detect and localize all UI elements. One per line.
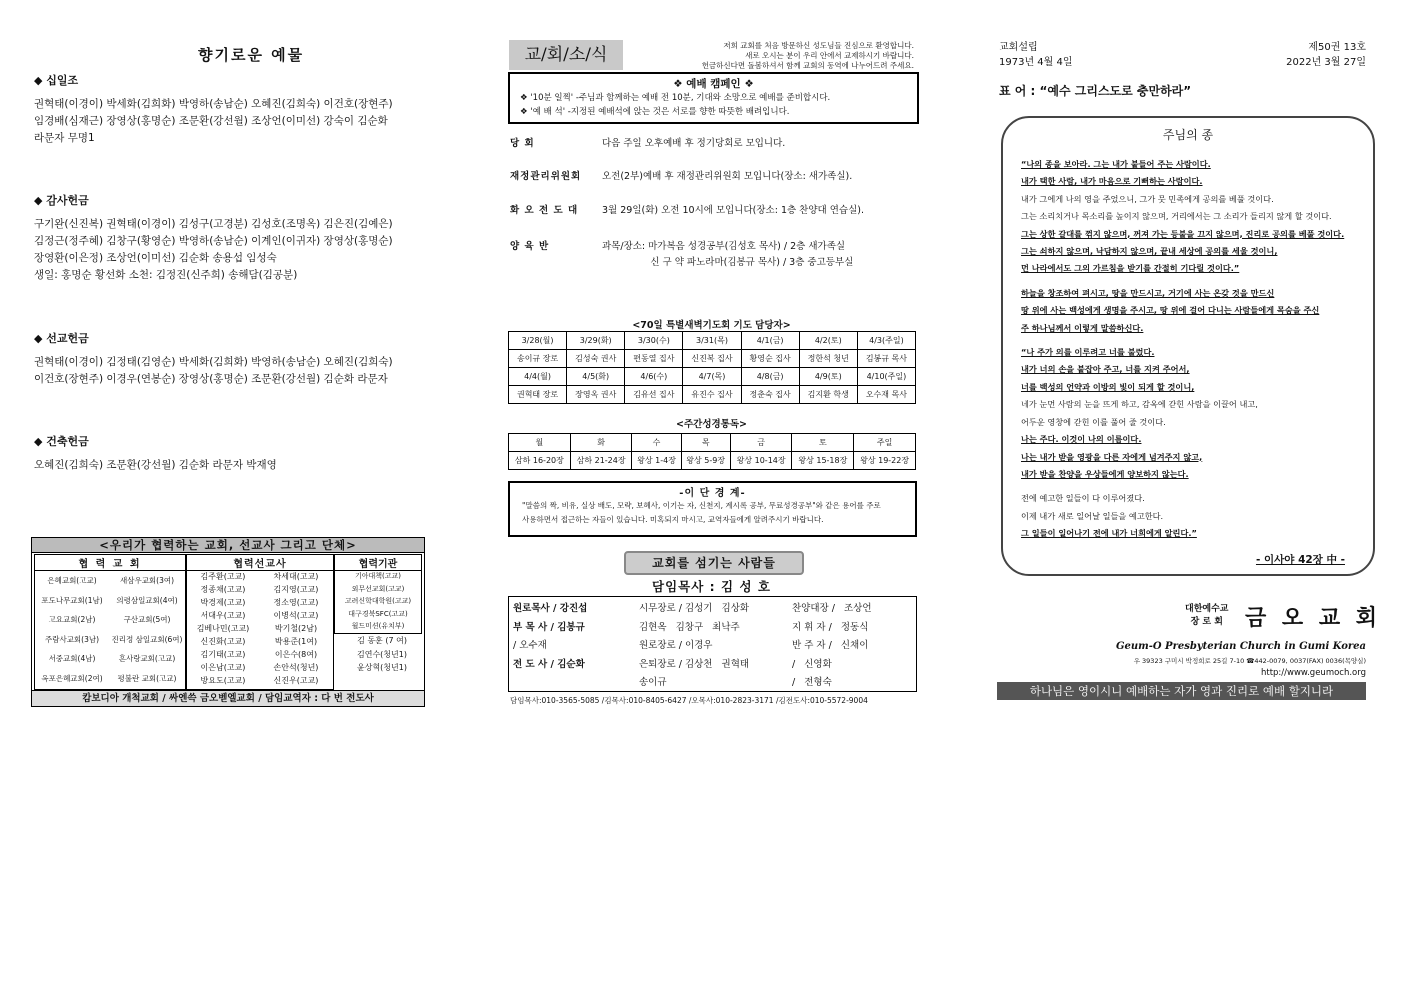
prayer-cell: 김성숙 권사 bbox=[567, 350, 625, 368]
prayer-cell: 4/3(주일) bbox=[857, 332, 915, 350]
bible-cell: 월 bbox=[509, 434, 571, 452]
staff-entry: 찬양대장 / 조상언 bbox=[792, 603, 872, 614]
bible-cell: 왕상 19-22장 bbox=[854, 452, 916, 470]
prayer-cell: 김지환 학생 bbox=[799, 386, 857, 404]
staff-entry: / 전형숙 bbox=[792, 677, 832, 688]
name-line: 구기완(신진복) 권혁태(이경이) 김성구(고경분) 김성호(조명옥) 김은진(김예은) bbox=[34, 218, 393, 230]
staff-box bbox=[508, 596, 917, 692]
partner-item: 대구경북SFC(고교) bbox=[348, 609, 408, 618]
name-line: 생일: 홍명순 황선화 소천: 김정진(신주희) 송해담(김공분) bbox=[34, 269, 298, 281]
poem-reference: - 이사야 42장 中 - bbox=[1255, 554, 1345, 566]
partner-item: 박경제(고교) bbox=[200, 598, 246, 607]
notice-line: 저희 교회를 처음 방문하신 성도님들 진심으로 환영합니다. bbox=[723, 41, 914, 50]
name-line: 임경배(심재근) 장영상(홍명순) 조문환(강선월) 조상언(이미선) 강숙이 김순화 bbox=[34, 115, 388, 127]
col-title: 협력선교사 bbox=[187, 555, 333, 571]
staff-entry: 김현옥 김창구 최낙주 bbox=[639, 621, 740, 633]
staff-entry: 은퇴장로 / 김상천 권혁태 bbox=[639, 658, 750, 670]
bible-cell: 수 bbox=[632, 434, 681, 452]
poem-line: 내가 받을 찬양을 우상들에게 양보하지 않는다. bbox=[1021, 468, 1189, 479]
poem-line: 나는 내가 받을 영광을 다른 자에게 넘겨주지 않고, bbox=[1021, 451, 1203, 462]
staff-entry: 원로목사 / 강진섭 bbox=[513, 603, 588, 614]
poem-line: 땅 위에 사는 백성에게 생명을 주시고, 땅 위에 걸어 다니는 사람들에게 목숨을 주신 bbox=[1021, 305, 1320, 316]
partner-item: 주람사교회(3남) bbox=[44, 634, 100, 644]
partner-item: 외무선교회(고교) bbox=[351, 584, 405, 593]
bible-cell: 토 bbox=[792, 434, 854, 452]
partner-item: 은혜교회(고교) bbox=[47, 576, 97, 585]
poem-line: 그는 상한 갈대를 꺾지 않으며, 꺼져 가는 등불을 끄지 않으며, 진리로 공의를 베풀 것이다. bbox=[1021, 228, 1345, 239]
offering-title: 향기로운 예물 bbox=[198, 46, 305, 64]
announcement-label: 화 오 전 도 대 bbox=[510, 205, 579, 216]
heresy-title: -이 단 경 계- bbox=[679, 488, 746, 499]
announcement-text: 다음 주일 오후예배 후 정기당회로 모입니다. bbox=[602, 138, 786, 149]
section-heading: ◆ 선교헌금 bbox=[34, 332, 89, 345]
prayer-cell: 4/6(수) bbox=[625, 368, 683, 386]
issue-date: 2022년 3월 27일 bbox=[1286, 57, 1366, 68]
campaign-title: ❖ 예배 캠페인 ❖ bbox=[673, 78, 754, 90]
prayer-row bbox=[509, 332, 916, 350]
offering-section-building bbox=[34, 433, 277, 474]
offering-section-mission bbox=[34, 330, 393, 388]
poem-line: 전에 예고한 일들이 다 이루어졌다. bbox=[1021, 493, 1145, 504]
prayer-cell: 4/2(토) bbox=[799, 332, 857, 350]
bible-table bbox=[508, 433, 916, 470]
partner-item: 김기태(고교) bbox=[200, 650, 246, 659]
partner-item: 김주환(고교) bbox=[200, 572, 246, 581]
poem-line: 이제 내가 새로 일어날 일들을 예고한다. bbox=[1021, 510, 1164, 521]
partner-item: 김베나민(고교) bbox=[196, 624, 250, 633]
partner-item: 의령삼일교회(4여) bbox=[116, 595, 178, 605]
bible-cell: 왕상 10-14장 bbox=[730, 452, 792, 470]
section-heading: ◆ 건축헌금 bbox=[34, 435, 89, 448]
heresy-line: 사용하면서 접근하는 자들이 있습니다. 미혹되지 마시고, 교역자들에게 알려주시기 바랍니다. bbox=[522, 515, 824, 524]
name-line: 장영환(이은정) 조상언(이미선) 김순화 송용섭 임성숙 bbox=[34, 252, 277, 264]
staff-entry: / 신영화 bbox=[792, 658, 832, 670]
church-english-name: Geum-O Presbyterian Church in Gumi Korea bbox=[1115, 641, 1366, 652]
prayer-cell: 3/29(화) bbox=[567, 332, 625, 350]
partner-item: 평불란 교회(고교) bbox=[117, 673, 177, 683]
announcement-text: 과목/장소: 마가복음 성경공부(김성호 목사) / 2층 새가족실 bbox=[602, 241, 846, 252]
name-line: 권혁태(이경이) 박세화(김희화) 박영하(송남순) 오혜진(김희숙) 이건호(장현주) bbox=[34, 98, 393, 110]
partner-agencies bbox=[334, 554, 422, 634]
name-line: 이건호(장현주) 이경우(연봉순) 장영상(홍명순) 조문환(강선월) 김순화 라문자 bbox=[34, 373, 388, 385]
name-line: 오혜진(김희숙) 조문환(강선월) 김순화 라문자 박재영 bbox=[34, 459, 277, 471]
prayer-cell: 편동열 집사 bbox=[625, 350, 683, 368]
prayer-cell: 김봉규 목사 bbox=[857, 350, 915, 368]
campaign-line: ❖ '예 배 석' -지정된 예배석에 앉는 것은 서로를 향한 따뜻한 배려입니다. bbox=[520, 107, 790, 117]
bible-cell: 왕상 1-4장 bbox=[632, 452, 681, 470]
prayer-cell: 송이규 장로 bbox=[509, 350, 567, 368]
denomination-line: 대한예수교 bbox=[1185, 604, 1229, 614]
contact-line: 담임목사:010-3565-5085 /김목사:010-8405-6427 /오목사:010-2823-3171 /김전도사:010-5572-9004 bbox=[510, 696, 868, 705]
staff-entry: 반 주 자 / 신채이 bbox=[792, 640, 869, 651]
welcome-notice bbox=[628, 41, 914, 71]
poem-line bbox=[1021, 337, 1366, 344]
prayer-cell: 4/10(주일) bbox=[857, 368, 915, 386]
announcement-label: 당 회 bbox=[510, 138, 535, 149]
partners-title: <우리가 협력하는 교회, 선교사 그리고 단체> bbox=[32, 538, 424, 553]
staff-title: 교회를 섬기는 사람들 bbox=[624, 551, 804, 575]
prayer-cell: 신진복 집사 bbox=[683, 350, 741, 368]
worship-campaign-box bbox=[508, 72, 919, 124]
bible-row bbox=[509, 452, 916, 470]
verse-banner: 하나님은 영이시니 예배하는 자가 영과 진리로 예배 할지니라 bbox=[997, 682, 1366, 700]
bible-cell: 왕상 5-9장 bbox=[681, 452, 730, 470]
prayer-cell: 3/28(월) bbox=[509, 332, 567, 350]
prayer-cell: 정춘숙 집사 bbox=[741, 386, 799, 404]
col-title: 협력기관 bbox=[335, 555, 421, 571]
church-website[interactable]: http://www.geumoch.org bbox=[1260, 668, 1366, 678]
offering-section-tithe bbox=[34, 72, 393, 147]
staff-entry: 원로장로 / 이경우 bbox=[639, 640, 713, 651]
prayer-row bbox=[509, 350, 916, 368]
partner-item: 구산교회(5여) bbox=[123, 615, 171, 624]
poem-line: 주 하나님께서 이렇게 말씀하신다. bbox=[1021, 322, 1144, 333]
bible-title: <주간성경통독> bbox=[676, 419, 747, 430]
col-title: 협 력 교 회 bbox=[35, 555, 185, 571]
prayer-cell: 3/30(수) bbox=[625, 332, 683, 350]
poem-line: 너를 백성의 언약과 이방의 빛이 되게 할 것이니, bbox=[1021, 381, 1195, 392]
founded-date: 1973년 4월 4일 bbox=[999, 57, 1073, 68]
partner-item: 박용준(1여) bbox=[274, 637, 318, 646]
issue-number: 제50권 13호 bbox=[1308, 42, 1366, 53]
partner-item: 윤상혁(청년1) bbox=[357, 663, 407, 672]
prayer-cell: 오수재 목사 bbox=[857, 386, 915, 404]
partner-item: 서중교회(4남) bbox=[48, 654, 96, 663]
denomination bbox=[1185, 603, 1228, 629]
bible-cell: 왕상 15-18장 bbox=[792, 452, 854, 470]
partner-item: 이병석(고교) bbox=[273, 611, 319, 620]
announcement-label: 재정관리위원회 bbox=[510, 171, 582, 182]
partners-box bbox=[31, 537, 425, 707]
church-address: 우 39323 구미시 박정희로 25길 7-10 ☎442-0079, 0037(FAX) 0036(목양실) bbox=[1133, 657, 1366, 665]
bible-cell: 삼하 16-20장 bbox=[509, 452, 571, 470]
notice-line: 헌금하신다면 돌봄하셔서 함께 교회의 동역에 나누어드려 주세요. bbox=[701, 61, 914, 70]
partner-item: 흔사랑교회(고교) bbox=[118, 654, 176, 663]
poem-line: 어두운 영창에 갇힌 이를 풀어 줄 것이다. bbox=[1021, 416, 1166, 427]
issue-info bbox=[1230, 40, 1366, 70]
partner-item: 기아대책(고교) bbox=[354, 572, 402, 580]
prayer-cell: 정한석 청년 bbox=[799, 350, 857, 368]
announcement-label: 양 육 반 bbox=[510, 241, 550, 252]
partner-churches bbox=[34, 554, 186, 690]
prayer-cell: 4/8(금) bbox=[741, 368, 799, 386]
poem-line: 내가 너의 손을 붙잡아 주고, 너를 지켜 주어서, bbox=[1021, 364, 1190, 375]
bible-cell: 금 bbox=[730, 434, 792, 452]
partner-item: 정소영(고교) bbox=[273, 598, 319, 607]
poem-box bbox=[1001, 116, 1375, 576]
staff-entry: 부 목 사 / 김봉규 bbox=[513, 621, 585, 633]
partner-item: 신진우(고교) bbox=[273, 676, 319, 685]
poem-line: 내가 택한 사람, 내가 마음으로 기뻐하는 사람이다. bbox=[1021, 176, 1203, 187]
poem-line: “나 주가 의를 이루려고 너를 불렀다. bbox=[1021, 347, 1155, 358]
partner-item: 고려신학대학원(고교) bbox=[344, 597, 412, 605]
notice-line: 새로 오시는 분이 우리 안에서 교제하시기 바랍니다. bbox=[745, 51, 914, 60]
poem-line: 그는 소리치거나 목소리를 높이지 않으며, 거리에서는 그 소리가 들리지 않게 할 것이다. bbox=[1021, 211, 1332, 222]
partner-item: 차세대(고교) bbox=[273, 572, 319, 581]
partners-footer: 캄보디아 개척교회 / 싸엔쓱 금오벧엘교회 / 담임교역자 : 다 번 전도사 bbox=[32, 690, 424, 706]
poem-line: 네가 눈먼 사람의 눈을 뜨게 하고, 감옥에 갇힌 사람을 이끌어 내고, bbox=[1021, 399, 1258, 410]
poem-line: 그는 쇠하지 않으며, 낙담하지 않으며, 끝내 세상에 공의를 세울 것이니, bbox=[1021, 246, 1278, 257]
campaign-line: ❖ '10분 일찍' -주님과 함께하는 예배 전 10분, 기대와 소망으로 예배를 준비합시다. bbox=[520, 93, 831, 103]
partner-item: 서대우(고교) bbox=[200, 611, 246, 620]
name-line: 라문자 무명1 bbox=[34, 132, 95, 144]
section-heading: ◆ 십일조 bbox=[34, 74, 79, 87]
poem-line: 그 일들이 일어나기 전에 내가 너희에게 알린다.” bbox=[1021, 528, 1197, 539]
name-line: 김정근(정주혜) 김창구(황영순) 박영하(송남순) 이계인(이귀자) 장영상(홍명순) bbox=[34, 235, 393, 247]
partner-item: 고요교회(2남) bbox=[48, 615, 96, 624]
partner-item: 이은남(고교) bbox=[200, 663, 246, 672]
poem-line: 먼 나라에서도 그의 가르침을 받기를 간절히 기다릴 것이다.” bbox=[1021, 263, 1240, 274]
prayer-cell: 황영순 집사 bbox=[741, 350, 799, 368]
partner-item: 신진화(고교) bbox=[200, 637, 246, 646]
announcement-text: 3월 29일(화) 오전 10시에 모입니다(장소: 1층 찬양대 연습실). bbox=[602, 205, 864, 216]
senior-pastor: 담임목사 : 김 성 호 bbox=[652, 579, 771, 594]
staff-entry: 전 도 사 / 김순화 bbox=[513, 658, 585, 670]
prayer-cell: 유진수 집사 bbox=[683, 386, 741, 404]
prayer-cell: 장영옥 권사 bbox=[567, 386, 625, 404]
prayer-cell: 김유선 집사 bbox=[625, 386, 683, 404]
prayer-row bbox=[509, 368, 916, 386]
prayer-cell: 4/5(화) bbox=[567, 368, 625, 386]
prayer-cell: 4/7(목) bbox=[683, 368, 741, 386]
partner-item: 진리정 삼일교회(6여) bbox=[111, 634, 183, 644]
partner-item: 김연수(청년1) bbox=[357, 649, 407, 659]
partner-item: 김 동훈 (7 여) bbox=[357, 636, 407, 645]
prayer-row bbox=[509, 386, 916, 404]
name-line: 권혁태(이경이) 김정태(김영순) 박세화(김희화) 박영하(송남순) 오혜진(김희숙) bbox=[34, 356, 393, 368]
poem-line: 하늘을 창조하여 펴시고, 땅을 만드시고, 거기에 사는 온갖 것을 만드신 bbox=[1021, 287, 1275, 298]
staff-entry: 시무장로 / 김성기 김상화 bbox=[639, 603, 750, 614]
bible-row bbox=[509, 434, 916, 452]
offering-section-thanks bbox=[34, 192, 393, 284]
poem-title: 주님의 종 bbox=[1162, 128, 1214, 142]
bible-cell: 화 bbox=[570, 434, 632, 452]
staff-entry: 송이규 bbox=[639, 677, 667, 688]
poem-line: 나는 주다. 이것이 나의 이름이다. bbox=[1021, 434, 1142, 445]
news-tab-title: 교/회/소/식 bbox=[509, 40, 623, 70]
prayer-cell: 권혁태 장로 bbox=[509, 386, 567, 404]
prayer-cell: 4/4(월) bbox=[509, 368, 567, 386]
partner-item: 김지영(고교) bbox=[273, 585, 319, 594]
poem-line bbox=[1021, 483, 1366, 490]
staff-entry: / 오수재 bbox=[513, 640, 547, 651]
church-name: 금 오 교 회 bbox=[1245, 606, 1381, 631]
heresy-line: "말씀의 짝, 비유, 실상 배도, 모략, 보혜사, 이기는 자, 신천지, 계시록 공부, 무료성경공부"와 같은 용어를 주로 bbox=[522, 501, 881, 510]
partner-item: 옥포은혜교회(2여) bbox=[41, 673, 103, 683]
partner-missionaries bbox=[186, 554, 334, 690]
founded-label: 교회설립 bbox=[999, 42, 1038, 53]
partner-item: 박기철(2남) bbox=[274, 624, 318, 633]
partner-item: 포도나무교회(1남) bbox=[41, 595, 103, 605]
prayer-cell: 3/31(목) bbox=[683, 332, 741, 350]
prayer-cell: 4/1(금) bbox=[741, 332, 799, 350]
partner-item: 손안석(청년) bbox=[273, 663, 319, 672]
poem-line bbox=[1021, 278, 1366, 285]
partner-item: 정종채(고교) bbox=[200, 585, 246, 594]
partner-item: 이은수(8여) bbox=[274, 650, 318, 659]
staff-entry: 지 휘 자 / 정동식 bbox=[792, 621, 869, 633]
denomination-line: 장 로 회 bbox=[1190, 617, 1223, 627]
heresy-warning-box bbox=[508, 481, 917, 537]
partner-item: 월드미션(유치부) bbox=[351, 622, 405, 630]
bible-cell: 목 bbox=[681, 434, 730, 452]
announcement-text: 신 구 약 파노라마(김봉규 목사) / 3층 중고등부실 bbox=[602, 257, 854, 268]
announcement-text: 오전(2부)예배 후 재정관리위원회 모입니다(장소: 새가족실). bbox=[602, 171, 853, 182]
prayer-cell: 4/9(토) bbox=[799, 368, 857, 386]
prayer-title: <70일 특별새벽기도회 기도 담당자> bbox=[632, 320, 791, 331]
bible-cell: 주일 bbox=[854, 434, 916, 452]
poem-line: 내가 그에게 나의 영을 주었으니, 그가 뭇 민족에게 공의를 베풀 것이다. bbox=[1021, 193, 1274, 204]
section-heading: ◆ 감사헌금 bbox=[34, 194, 89, 207]
church-motto: 표 어 : “예수 그리스도로 충만하라” bbox=[999, 84, 1192, 98]
founding-info bbox=[999, 40, 1073, 70]
partner-item: 새삼우교회(3여) bbox=[119, 576, 175, 585]
bible-cell: 삼하 21-24장 bbox=[570, 452, 632, 470]
partner-item: 방요도(고교) bbox=[200, 676, 246, 685]
poem-line: “나의 종을 보아라. 그는 내가 붙들어 주는 사람이다. bbox=[1021, 159, 1211, 169]
prayer-table bbox=[508, 331, 916, 404]
